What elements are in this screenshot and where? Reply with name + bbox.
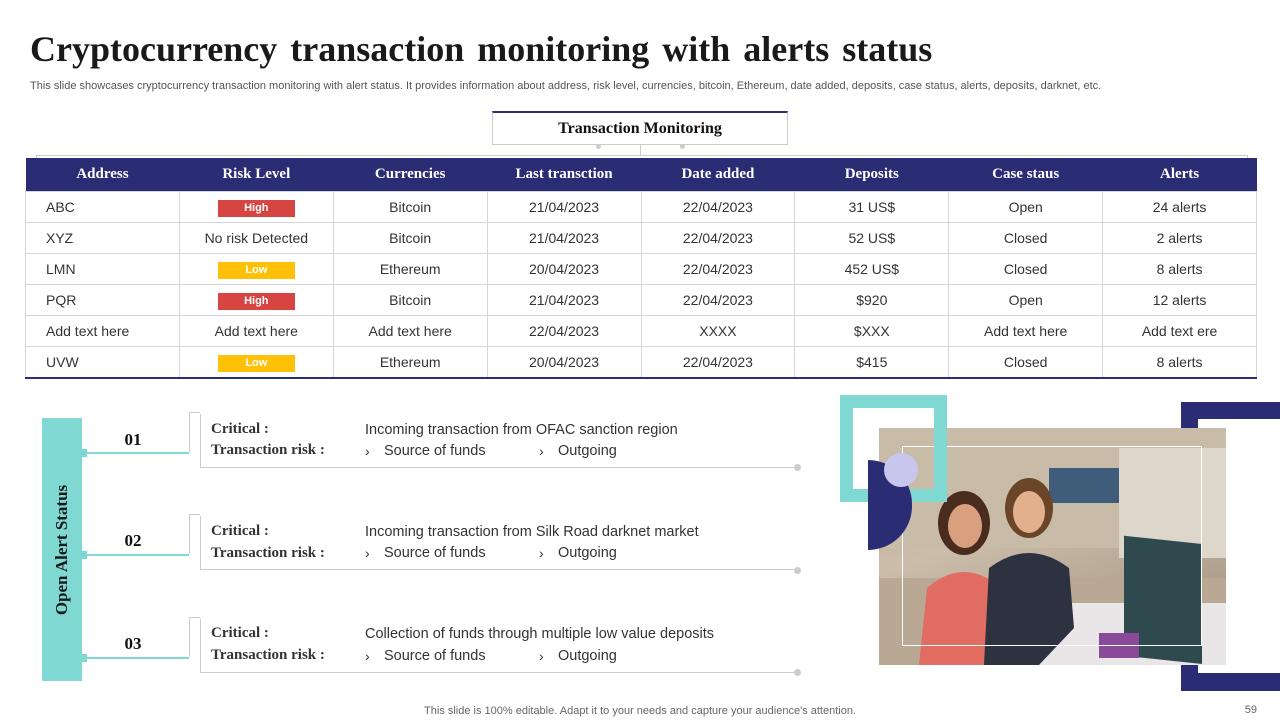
column-header: Last transction: [487, 158, 641, 192]
alert-connector-line: [84, 657, 189, 659]
risk-item: Outgoing: [558, 545, 617, 561]
alert-connector-line: [84, 452, 189, 454]
alert-card-dot: [794, 567, 801, 574]
alert-bracket: [189, 412, 200, 452]
footer-note: This slide is 100% editable. Adapt it to your needs and capture your audience's attention.: [424, 705, 856, 717]
currency-cell: Ethereum: [333, 347, 487, 379]
deposits-cell: 52 US$: [795, 223, 949, 254]
address-cell: UVW: [26, 347, 180, 379]
column-header: Date added: [641, 158, 795, 192]
risk-item: Source of funds: [384, 443, 486, 459]
lavender-circle-decoration: [884, 453, 918, 487]
date-added-cell: 22/04/2023: [641, 347, 795, 379]
currency-cell: Add text here: [333, 316, 487, 347]
risk-item: Source of funds: [384, 648, 486, 664]
table-row: [26, 254, 1257, 285]
chevron-right-icon: ›: [365, 648, 370, 664]
alert-card-dot: [794, 669, 801, 676]
alert-connector-dot: [79, 551, 87, 559]
risk-item: Outgoing: [558, 648, 617, 664]
table-row: [26, 285, 1257, 316]
last-transaction-cell: 20/04/2023: [487, 347, 641, 379]
alerts-cell: 24 alerts: [1103, 192, 1257, 223]
alert-number: 03: [124, 634, 142, 653]
column-header: Deposits: [795, 158, 949, 192]
deposits-cell: 31 US$: [795, 192, 949, 223]
last-transaction-cell: 21/04/2023: [487, 223, 641, 254]
currency-cell: Bitcoin: [333, 285, 487, 316]
chevron-right-icon: ›: [365, 545, 370, 561]
alert-connector-line: [84, 554, 189, 556]
critical-label: Critical :: [211, 421, 269, 437]
table-row: [26, 192, 1257, 223]
alerts-cell: 8 alerts: [1103, 347, 1257, 379]
deposits-cell: $920: [795, 285, 949, 316]
alert-status-label: Open Alert Status: [52, 484, 71, 616]
alert-card-dot: [794, 464, 801, 471]
critical-label: Critical :: [211, 523, 269, 539]
risk-badge-low: Low: [218, 355, 295, 372]
transaction-table: [25, 158, 1257, 379]
slide-title: Cryptocurrency transaction monitoring with alerts status: [30, 29, 933, 69]
alert-connector-dot: [79, 449, 87, 457]
date-added-cell: 22/04/2023: [641, 254, 795, 285]
case-status-cell: Open: [949, 192, 1103, 223]
column-header: Case staus: [949, 158, 1103, 192]
last-transaction-cell: 20/04/2023: [487, 254, 641, 285]
risk-cell: [179, 254, 333, 285]
alert-bracket: [189, 514, 200, 554]
alert-connector-dot: [79, 654, 87, 662]
address-cell: XYZ: [26, 223, 180, 254]
critical-label: Critical :: [211, 625, 269, 641]
alert-bracket: [189, 617, 200, 657]
case-status-cell: Closed: [949, 347, 1103, 379]
currency-cell: Ethereum: [333, 254, 487, 285]
table-row: [26, 316, 1257, 347]
risk-badge-high: High: [218, 200, 295, 217]
currency-cell: Bitcoin: [333, 223, 487, 254]
alert-number: 02: [124, 531, 142, 550]
chevron-right-icon: ›: [539, 545, 544, 561]
risk-label: Transaction risk :: [211, 545, 325, 561]
page-number: 59: [1244, 704, 1257, 716]
last-transaction-cell: 21/04/2023: [487, 192, 641, 223]
alerts-cell: 2 alerts: [1103, 223, 1257, 254]
risk-label: Transaction risk :: [211, 442, 325, 458]
column-header: Currencies: [333, 158, 487, 192]
table-header-row: [26, 158, 1257, 192]
alerts-cell: Add text ere: [1103, 316, 1257, 347]
date-added-cell: 22/04/2023: [641, 285, 795, 316]
case-status-cell: Closed: [949, 254, 1103, 285]
alerts-cell: 8 alerts: [1103, 254, 1257, 285]
section-title: Transaction Monitoring: [492, 111, 788, 145]
photo-inner-frame: [902, 446, 1202, 646]
deposits-cell: 452 US$: [795, 254, 949, 285]
last-transaction-cell: 22/04/2023: [487, 316, 641, 347]
risk-label: Transaction risk :: [211, 647, 325, 663]
address-cell: PQR: [26, 285, 180, 316]
risk-badge-low: Low: [218, 262, 295, 279]
risk-cell: Add text here: [179, 316, 333, 347]
alerts-cell: 12 alerts: [1103, 285, 1257, 316]
risk-cell: No risk Detected: [179, 223, 333, 254]
case-status-cell: Add text here: [949, 316, 1103, 347]
deposits-cell: $XXX: [795, 316, 949, 347]
risk-cell: [179, 285, 333, 316]
table-row: [26, 223, 1257, 254]
last-transaction-cell: 21/04/2023: [487, 285, 641, 316]
alert-number: 01: [124, 430, 142, 449]
address-cell: LMN: [26, 254, 180, 285]
section-connector: [640, 145, 641, 155]
risk-cell: [179, 347, 333, 379]
critical-text: Collection of funds through multiple low value deposits: [365, 626, 715, 642]
address-cell: ABC: [26, 192, 180, 223]
column-header: Risk Level: [179, 158, 333, 192]
table-row: [26, 347, 1257, 379]
address-cell: Add text here: [26, 316, 180, 347]
slide-subtitle: This slide showcases cryptocurrency transaction monitoring with alert status. It provides information about address, risk level, currencies, bitcoin, Ethereum, date added, deposits, case status, alerts, deposits, darknet, etc.: [30, 80, 1102, 92]
risk-item: Source of funds: [384, 545, 486, 561]
chevron-right-icon: ›: [365, 443, 370, 459]
risk-item: Outgoing: [558, 443, 617, 459]
critical-text: Incoming transaction from Silk Road darknet market: [365, 524, 699, 540]
currency-cell: Bitcoin: [333, 192, 487, 223]
column-header: Alerts: [1103, 158, 1257, 192]
case-status-cell: Open: [949, 285, 1103, 316]
column-header: Address: [26, 158, 180, 192]
critical-text: Incoming transaction from OFAC sanction region: [365, 422, 678, 438]
date-added-cell: XXXX: [641, 316, 795, 347]
chevron-right-icon: ›: [539, 648, 544, 664]
chevron-right-icon: ›: [539, 443, 544, 459]
deposits-cell: $415: [795, 347, 949, 379]
risk-cell: [179, 192, 333, 223]
date-added-cell: 22/04/2023: [641, 223, 795, 254]
risk-badge-high: High: [218, 293, 295, 310]
case-status-cell: Closed: [949, 223, 1103, 254]
date-added-cell: 22/04/2023: [641, 192, 795, 223]
